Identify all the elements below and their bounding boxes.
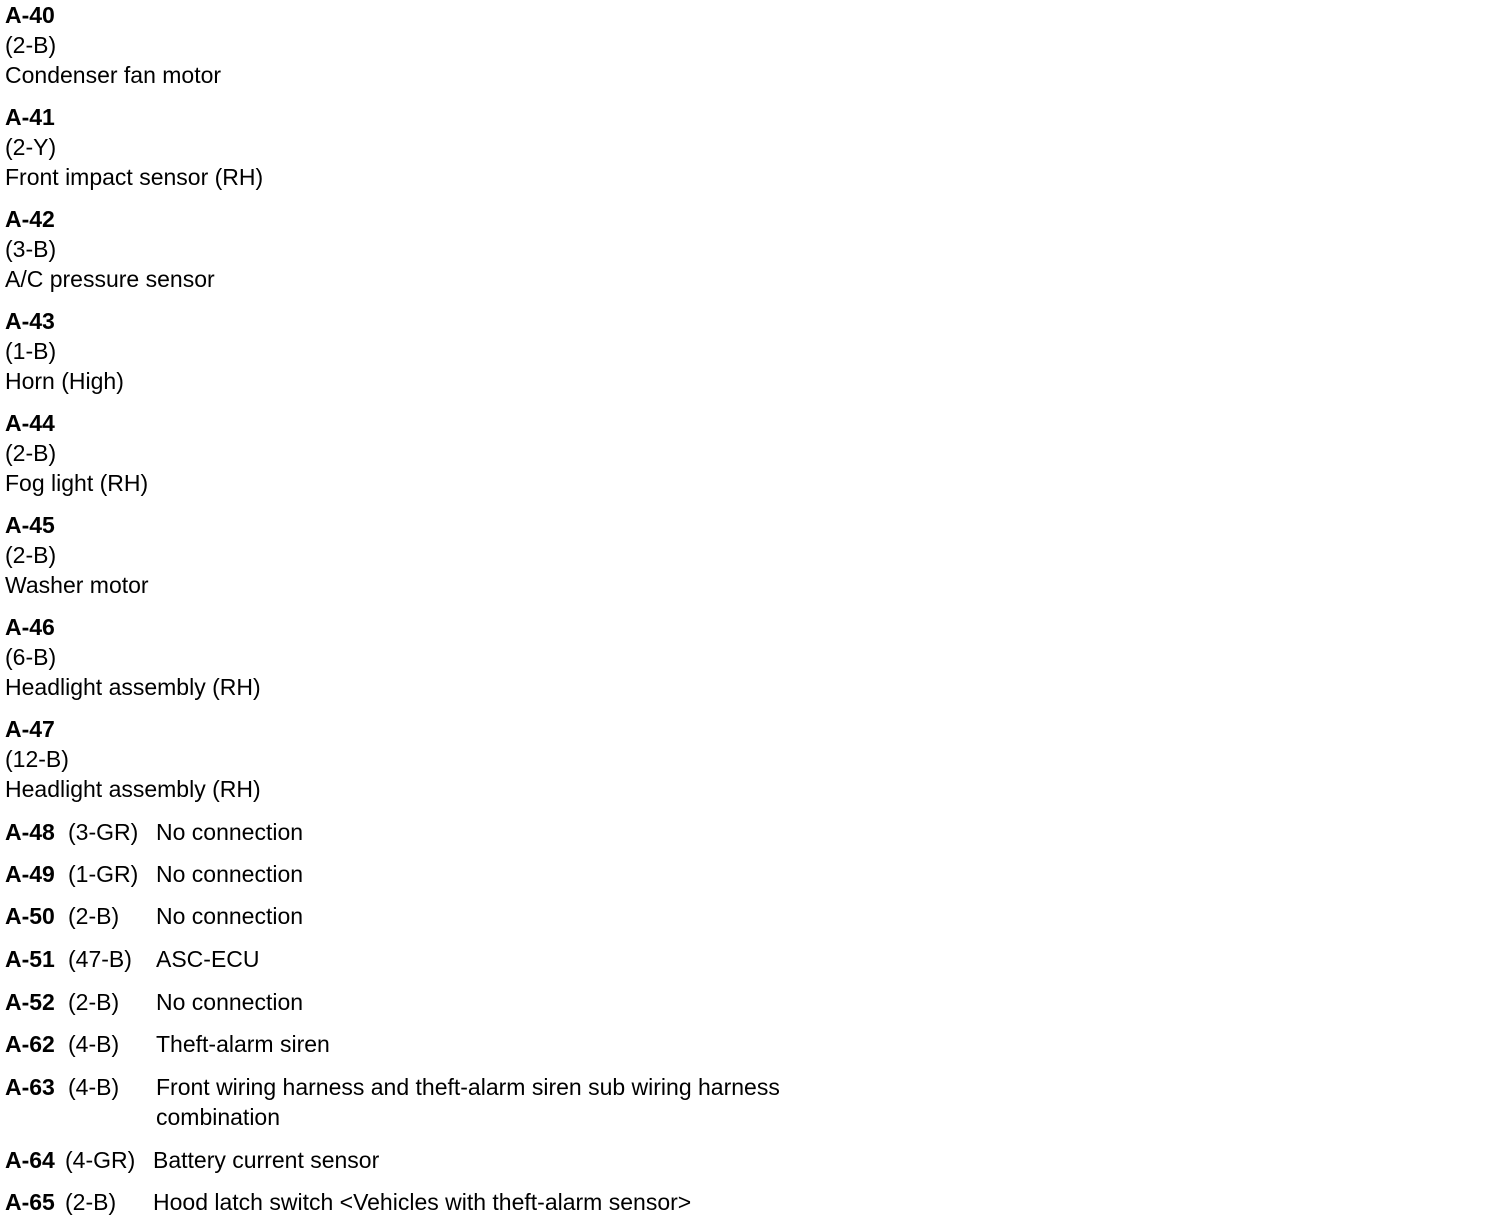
connector-spec: (47-B) (68, 946, 132, 972)
connector-code: A-50 (5, 903, 55, 929)
component-description: Front wiring harness and theft-alarm siren sub wiring harness (156, 1074, 780, 1100)
component-description: Headlight assembly (RH) (5, 674, 261, 700)
stacked-connector-list (5, 0, 905, 804)
connector-spec: (2-B) (68, 903, 120, 929)
connector-code: A-51 (5, 946, 55, 972)
connector-spec: (2-B) (5, 542, 57, 568)
list-item (5, 1072, 905, 1132)
connector-spec: (2-B) (68, 989, 120, 1015)
connector-spec: (2-B) (5, 440, 57, 466)
connector-code: A-42 (5, 206, 55, 232)
list-item (5, 408, 905, 498)
list-item (5, 102, 905, 192)
component-description: Condenser fan motor (5, 62, 222, 88)
component-description-continued: combination (156, 1104, 281, 1130)
connector-code: A-43 (5, 308, 55, 334)
component-description: A/C pressure sensor (5, 266, 215, 292)
connector-code: A-48 (5, 819, 55, 845)
list-item (5, 612, 905, 702)
connector-spec: (2-B) (5, 32, 57, 58)
connector-spec: (2-B) (65, 1189, 117, 1215)
connector-code: A-41 (5, 104, 55, 130)
list-item (5, 510, 905, 600)
connector-spec: (1-B) (5, 338, 57, 364)
list-item (5, 204, 905, 294)
connector-spec: (12-B) (5, 746, 69, 772)
connector-code: A-45 (5, 512, 55, 538)
component-description: Hood latch switch <Vehicles with theft-alarm sensor> (153, 1189, 692, 1215)
list-item (5, 0, 905, 90)
connector-code: A-47 (5, 716, 55, 742)
connector-spec: (6-B) (5, 644, 57, 670)
component-description: Front impact sensor (RH) (5, 164, 264, 190)
connector-spec: (1-GR) (68, 861, 139, 887)
connector-code: A-62 (5, 1031, 55, 1057)
list-item (5, 306, 905, 396)
connector-code: A-65 (5, 1189, 55, 1215)
component-description: No connection (156, 861, 304, 887)
component-description: No connection (156, 903, 304, 929)
component-description: No connection (156, 819, 304, 845)
component-description: Fog light (RH) (5, 470, 149, 496)
component-description: Horn (High) (5, 368, 124, 394)
component-description: Battery current sensor (153, 1147, 380, 1173)
connector-spec: (2-Y) (5, 134, 57, 160)
connector-code: A-63 (5, 1074, 55, 1100)
connector-spec: (3-GR) (68, 819, 139, 845)
connector-spec: (3-B) (5, 236, 57, 262)
component-description: Washer motor (5, 572, 149, 598)
connector-code: A-40 (5, 2, 55, 28)
connector-code: A-44 (5, 410, 55, 436)
connector-code: A-64 (5, 1147, 55, 1173)
connector-code: A-49 (5, 861, 55, 887)
list-item (5, 714, 905, 804)
connector-code: A-46 (5, 614, 55, 640)
component-description: No connection (156, 989, 304, 1015)
connector-spec: (4-B) (68, 1031, 120, 1057)
component-description: Headlight assembly (RH) (5, 776, 261, 802)
connector-spec: (4-GR) (65, 1147, 136, 1173)
connector-code: A-52 (5, 989, 55, 1015)
connector-spec: (4-B) (68, 1074, 120, 1100)
component-description: ASC-ECU (156, 946, 260, 972)
component-description: Theft-alarm siren (156, 1031, 330, 1057)
